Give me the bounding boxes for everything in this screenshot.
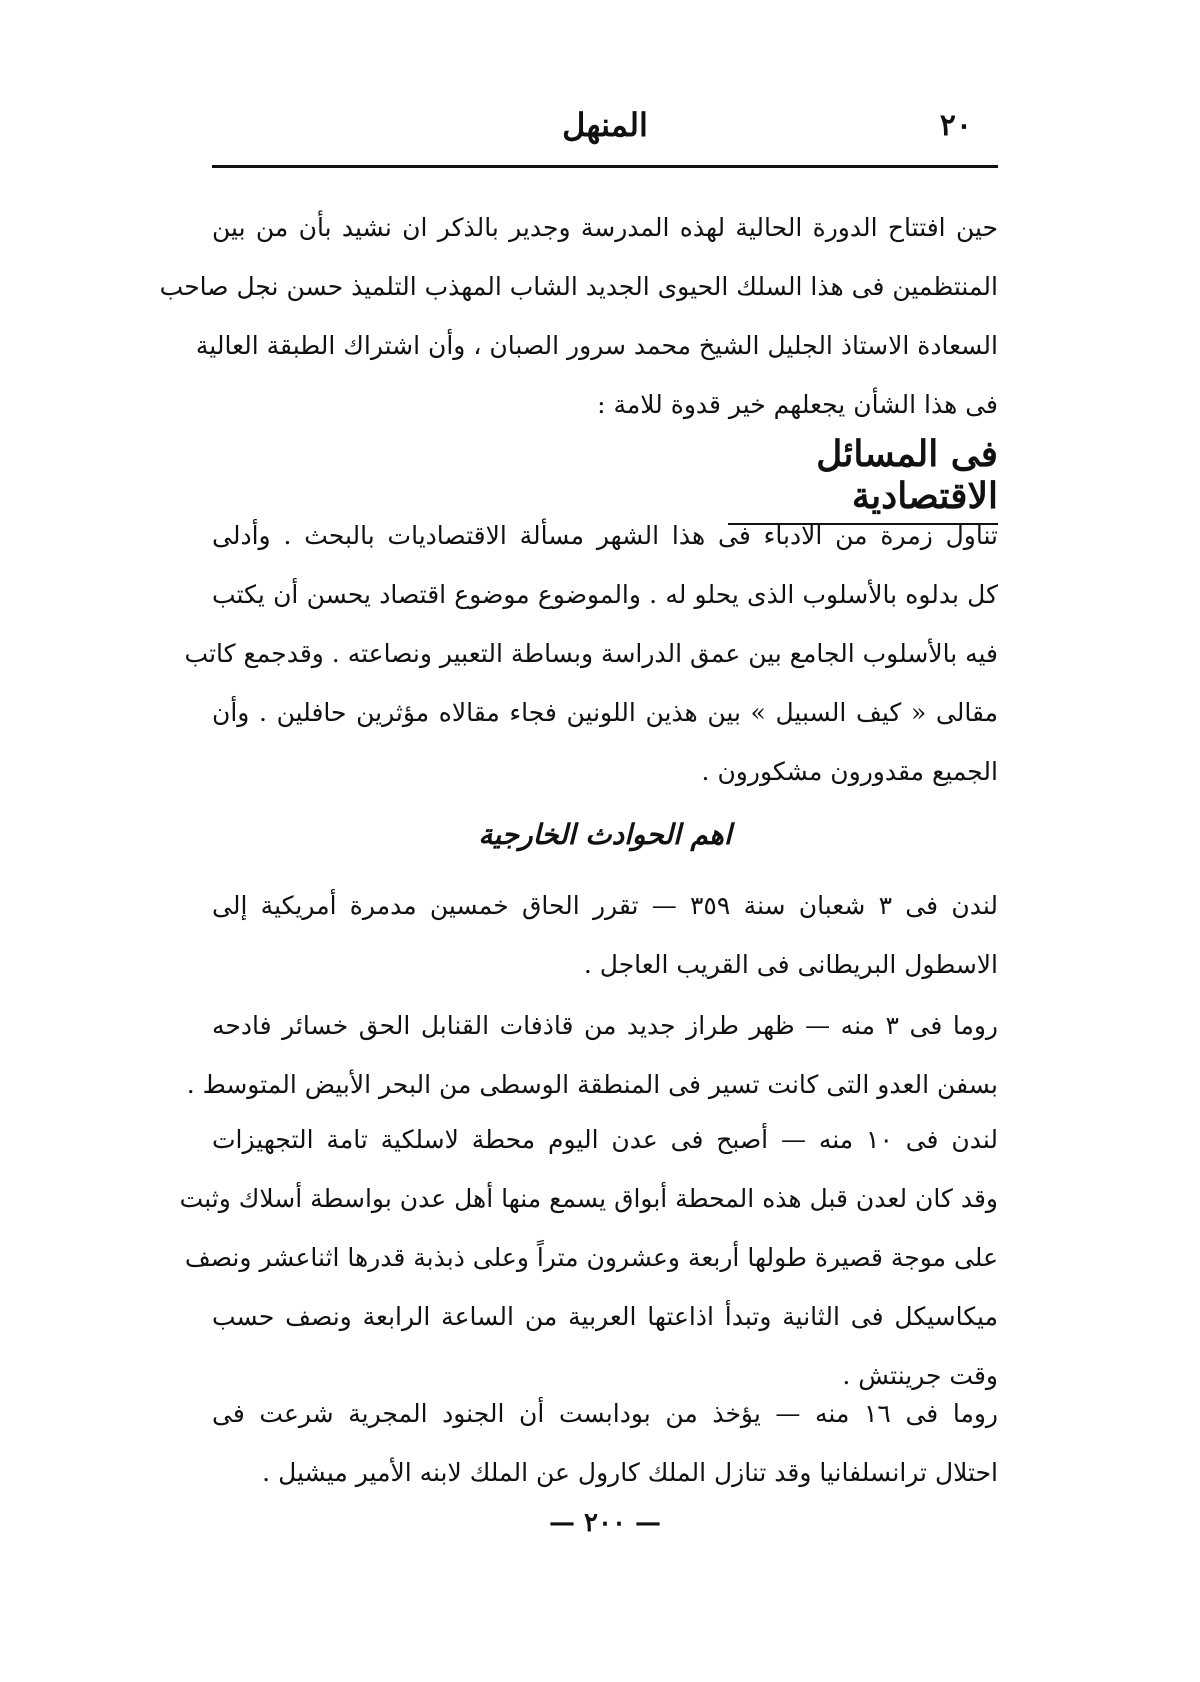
- news-line: وقد كان لعدن قبل هذه المحطة أبواق يسمع منها أهل عدن بواسطة أسلاك وثبت: [179, 1184, 998, 1213]
- news-line: على موجة قصيرة طولها أربعة وعشرون متراً وعلى ذبذبة قدرها اثناعشر ونصف: [184, 1243, 998, 1272]
- intro-paragraph: [159, 198, 998, 434]
- economic-line: الجميع مقدورون مشكورون .: [701, 757, 998, 786]
- section-heading-economic: فى المسائل الاقتصادية: [728, 433, 998, 525]
- running-title: المنهل: [562, 106, 648, 144]
- economic-line: كل بدلوه بالأسلوب الذى يحلو له . والموضوع موضوع اقتصاد يحسن أن يكتب: [212, 580, 998, 609]
- economic-paragraph: [184, 506, 998, 801]
- section-heading-foreign: اهم الحوادث الخارجية: [478, 818, 732, 851]
- economic-line: مقالى « كيف السبيل » بين هذين اللونين فجاء مقالاه مؤثرين حافلين . وأن: [212, 698, 998, 727]
- page-header: [212, 100, 998, 160]
- economic-line: تناول زمرة من الادباء فى هذا الشهر مسألة الاقتصاديات بالبحث . وأدلى: [212, 521, 998, 550]
- news-item: [212, 876, 998, 994]
- news-line: احتلال ترانسلفانيا وقد تنازل الملك كارول عن الملك لابنه الأمير ميشيل .: [262, 1458, 998, 1487]
- news-line: لندن فى ١٠ منه — أصبح فى عدن اليوم محطة لاسلكية تامة التجهيزات: [212, 1125, 999, 1154]
- news-line: روما فى ٣ منه — ظهر طراز جديد من قاذفات القنابل الحق خسائر فادحه: [212, 1011, 998, 1040]
- news-line: روما فى ١٦ منه — يؤخذ من بودابست أن الجنود المجرية شرعت فى: [212, 1399, 998, 1428]
- news-item: [186, 996, 998, 1114]
- news-item: [179, 1110, 999, 1405]
- news-item: [212, 1384, 998, 1502]
- news-line: وقت جرينتش .: [842, 1361, 998, 1390]
- news-line: الاسطول البريطانى فى القريب العاجل .: [583, 950, 998, 979]
- intro-line: حين افتتاح الدورة الحالية لهذه المدرسة وجدير بالذكر ان نشيد بأن من بين: [212, 213, 998, 242]
- header-rule: [212, 165, 998, 168]
- news-line: ميكاسيكل فى الثانية وتبدأ اذاعتها العربية من الساعة الرابعة ونصف حسب: [212, 1302, 998, 1331]
- economic-line: فيه بالأسلوب الجامع بين عمق الدراسة وبساطة التعبير ونصاعته . وقدجمع كاتب: [184, 639, 998, 668]
- news-line: بسفن العدو التى كانت تسير فى المنطقة الوسطى من البحر الأبيض المتوسط .: [186, 1070, 998, 1099]
- intro-line: المنتظمين فى هذا السلك الحيوى الجديد الشاب المهذب التلميذ حسن نجل صاحب: [159, 272, 998, 301]
- intro-line: السعادة الاستاذ الجليل الشيخ محمد سرور الصبان ، وأن اشتراك الطبقة العالية: [195, 331, 998, 360]
- footer-page-number: — ٢٠٠ —: [548, 1508, 662, 1538]
- intro-line: فى هذا الشأن يجعلهم خير قدوة للامة :: [597, 390, 998, 419]
- header-page-number: ٢٠: [939, 108, 972, 143]
- news-line: لندن فى ٣ شعبان سنة ٣٥٩ — تقرر الحاق خمسين مدمرة أمريكية إلى: [212, 891, 999, 920]
